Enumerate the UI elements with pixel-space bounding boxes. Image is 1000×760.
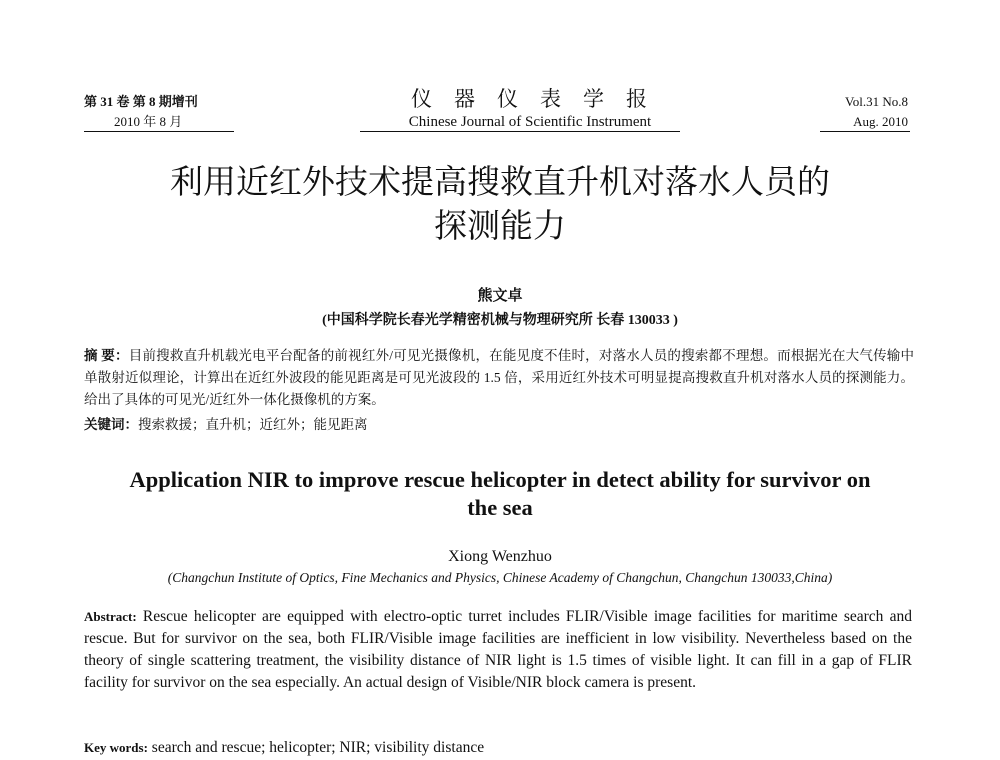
keywords-cn (84, 414, 368, 436)
paper-title-cn (80, 160, 920, 248)
abstract-en-label: Abstract: (84, 609, 137, 624)
issue-date-en: Aug. 2010 (853, 114, 908, 129)
paper-title-en-line1: Application NIR to improve rescue helicopter in detect ability for survivor on (129, 467, 871, 492)
keywords-cn-label: 关键词： (84, 417, 138, 432)
abstract-cn-text: 目前搜救直升机载光电平台配备的前视红外/可见光摄像机，在能见度不佳时，对落水人员的搜索都不理想。而根据光在大气传输中单散射近似理论，计算出在近红外波段的能见距离是可见光波段的 1.5 倍，采用近红外技术可明显提高搜救直升机对落水人员的探测能力。给出了具体的可见光/近红外一体化摄像机的方案。 (84, 348, 915, 407)
journal-name-en: Chinese Journal of Scientific Instrument (408, 114, 652, 130)
paper-title-en-line2: the sea (467, 495, 533, 520)
abstract-cn (84, 345, 914, 411)
abstract-cn-label: 摘 要： (84, 348, 129, 363)
keywords-cn-text: 搜索救援；直升机；近红外；能见距离 (138, 417, 368, 432)
keywords-en (84, 737, 484, 759)
affiliation-en: (Changchun Institute of Optics, Fine Mechanics and Physics, Chinese Academy of Changchun, Changchun 130033,China) (167, 570, 833, 585)
author-cn: 熊文卓 (477, 288, 523, 304)
keywords-en-label: Key words: (84, 740, 148, 755)
paper-title-cn-line1: 利用近红外技术提高搜救直升机对落水人员的 (170, 162, 830, 201)
issue-volume: 第 31 卷 第 8 期增刊 (84, 94, 198, 109)
abstract-en (84, 606, 912, 694)
keywords-en-text: search and rescue; helicopter; NIR; visibility distance (151, 739, 485, 756)
volume-number: Vol.31 No.8 (845, 94, 908, 109)
abstract-en-text: Rescue helicopter are equipped with electro-optic turret includes FLIR/Visible image facilities for maritime search and rescue. But for survivor on the sea, both FLIR/Visible image facilities are inefficient in low visibility. Nevertheless based on the theory of single scattering treatment, the visibility distance of NIR light is 1.5 times of visible light. It can fill in a gap of FLIR facility for survivor on the sea especially. An actual design of Visible/NIR block camera is present. (84, 608, 912, 691)
paper-title-cn-line2: 探测能力 (434, 206, 566, 245)
issue-date-cn: 2010 年 8 月 (114, 114, 183, 129)
header-rule-left (84, 131, 234, 132)
journal-name (340, 86, 720, 132)
author-en: Xiong Wenzhuo (448, 548, 552, 565)
header-rule-right (820, 131, 910, 132)
paper-title-en (90, 466, 910, 522)
volume-info (845, 92, 908, 132)
affiliation-cn: (中国科学院长春光学精密机械与物理研究所 长春 130033 ) (322, 313, 678, 328)
journal-name-cn: 仪器仪表学报 (411, 87, 669, 111)
header-rule-center (360, 131, 680, 132)
issue-info (84, 92, 198, 132)
